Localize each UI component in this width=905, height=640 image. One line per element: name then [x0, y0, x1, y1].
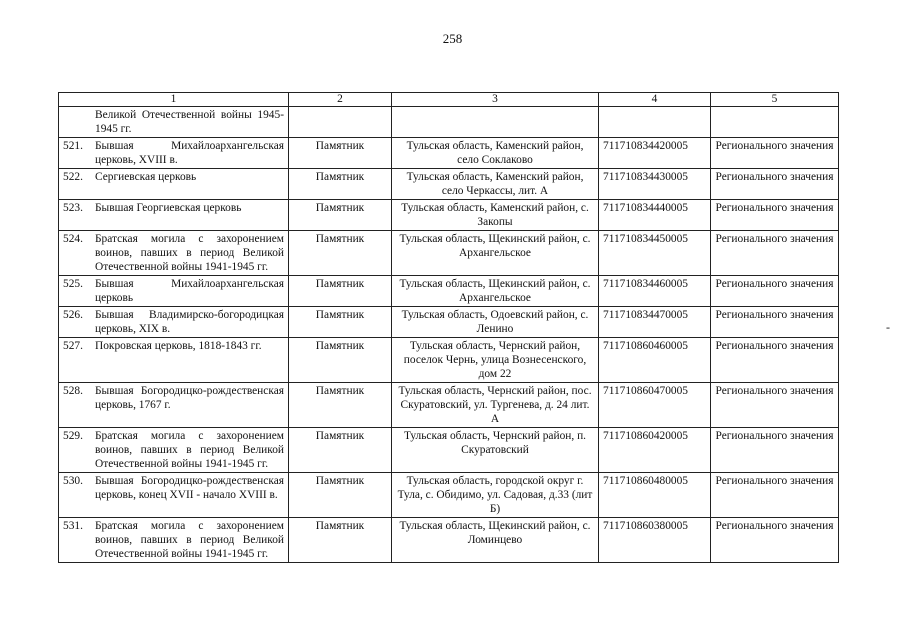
- object-address: Тульская область, Чернский район, поселок Чернь, улица Вознесенского, дом 22: [392, 338, 599, 383]
- object-address: Тульская область, Каменский район, село Соклаково: [392, 138, 599, 169]
- object-address: Тульская область, Каменский район, село Черкассы, лит. А: [392, 169, 599, 200]
- registry-code: 711710860470005: [599, 383, 711, 428]
- row-number: 524.: [63, 233, 83, 245]
- object-name: Бывшая Богородицко-рождественская церковь, 1767 г.: [95, 385, 284, 411]
- table-row: [59, 473, 839, 518]
- object-name-cell: [59, 338, 289, 383]
- object-name: Братская могила с захоронением воинов, павших в период Великой Отечественной войны 1941-1945 гг.: [95, 520, 284, 560]
- object-type: Памятник: [289, 231, 392, 276]
- object-name-cell: [59, 307, 289, 338]
- continuation-name: Великой Отечественной войны 1945-1945 гг.: [95, 109, 284, 135]
- object-address: Тульская область, Щекинский район, с. Архангельское: [392, 231, 599, 276]
- registry-code: 711710834450005: [599, 231, 711, 276]
- registry-code: 711710860420005: [599, 428, 711, 473]
- object-type: Памятник: [289, 428, 392, 473]
- row-number: 521.: [63, 140, 83, 152]
- object-type: Памятник: [289, 473, 392, 518]
- row-number: 529.: [63, 430, 83, 442]
- object-type: Памятник: [289, 383, 392, 428]
- object-type: Памятник: [289, 338, 392, 383]
- significance-category: Регионального значения: [711, 518, 839, 563]
- row-number: 523.: [63, 202, 83, 214]
- row-number: 527.: [63, 340, 83, 352]
- significance-category: Регионального значения: [711, 231, 839, 276]
- object-address: Тульская область, Чернский район, п. Скуратовский: [392, 428, 599, 473]
- object-name: Сергиевская церковь: [95, 171, 197, 183]
- row-number: 528.: [63, 385, 83, 397]
- column-header-1: 1: [59, 93, 289, 107]
- object-name: Бывшая Михайлоархангельская церковь: [95, 278, 284, 304]
- column-header-2: 2: [289, 93, 392, 107]
- object-address: Тульская область, городской округ г. Тула, с. Обидимо, ул. Садовая, д.33 (лит Б): [392, 473, 599, 518]
- column-header-4: 4: [599, 93, 711, 107]
- object-name-cell: [59, 518, 289, 563]
- significance-category: Регионального значения: [711, 276, 839, 307]
- object-name-cell: [59, 231, 289, 276]
- table-row: [59, 307, 839, 338]
- table-row: [59, 428, 839, 473]
- column-header-3: 3: [392, 93, 599, 107]
- registry-code: 711710834460005: [599, 276, 711, 307]
- table-row: [59, 383, 839, 428]
- object-name-cell: [59, 138, 289, 169]
- object-name-cell: [59, 383, 289, 428]
- table-row: [59, 231, 839, 276]
- page-number: 258: [442, 31, 463, 46]
- object-type: Памятник: [289, 169, 392, 200]
- registry-code: 711710834440005: [599, 200, 711, 231]
- row-number: 530.: [63, 475, 83, 487]
- significance-category: Регионального значения: [711, 138, 839, 169]
- row-number: 525.: [63, 278, 83, 290]
- registry-code: 711710834420005: [599, 138, 711, 169]
- table-row: [59, 276, 839, 307]
- object-name-cell: [59, 169, 289, 200]
- continuation-row: [59, 107, 839, 138]
- object-address: Тульская область, Одоевский район, с. Ленино: [392, 307, 599, 338]
- object-name-cell: [59, 473, 289, 518]
- row-number: 531.: [63, 520, 83, 532]
- margin-mark: -: [886, 320, 890, 334]
- object-name: Бывшая Георгиевская церковь: [95, 202, 242, 214]
- significance-category: Регионального значения: [711, 338, 839, 383]
- column-number-row: [59, 93, 839, 107]
- object-type: Памятник: [289, 518, 392, 563]
- object-name: Братская могила с захоронением воинов, павших в период Великой Отечественной войны 1941-1945 гг.: [95, 233, 284, 273]
- object-type: Памятник: [289, 138, 392, 169]
- object-address: Тульская область, Щекинский район, с. Архангельское: [392, 276, 599, 307]
- significance-category: Регионального значения: [711, 307, 839, 338]
- registry-code: 711710834430005: [599, 169, 711, 200]
- row-number: 526.: [63, 309, 83, 321]
- significance-category: Регионального значения: [711, 383, 839, 428]
- object-address: Тульская область, Щекинский район, с. Ломинцево: [392, 518, 599, 563]
- object-address: Тульская область, Чернский район, пос. Скуратовский, ул. Тургенева, д. 24 лит. А: [392, 383, 599, 428]
- object-name: Бывшая Михайлоархангельская церковь, XVIII в.: [95, 140, 284, 166]
- row-number: 522.: [63, 171, 83, 183]
- significance-category: Регионального значения: [711, 428, 839, 473]
- significance-category: Регионального значения: [711, 473, 839, 518]
- object-type: Памятник: [289, 200, 392, 231]
- object-address: Тульская область, Каменский район, с. Закопы: [392, 200, 599, 231]
- object-name: Бывшая Богородицко-рождественская церковь, конец XVII - начало XVIII в.: [95, 475, 284, 501]
- column-header-5: 5: [711, 93, 839, 107]
- object-name-cell: [59, 200, 289, 231]
- object-type: Памятник: [289, 307, 392, 338]
- registry-code: 711710860480005: [599, 473, 711, 518]
- table-row: [59, 338, 839, 383]
- significance-category: Регионального значения: [711, 200, 839, 231]
- object-name: Бывшая Владимирско-богородицкая церковь, XIX в.: [95, 309, 284, 335]
- object-type: Памятник: [289, 276, 392, 307]
- registry-code: 711710860380005: [599, 518, 711, 563]
- object-name: Братская могила с захоронением воинов, павших в период Великой Отечественной войны 1941-1945 гг.: [95, 430, 284, 470]
- significance-category: Регионального значения: [711, 169, 839, 200]
- object-name-cell: [59, 276, 289, 307]
- heritage-registry-table: [58, 92, 839, 563]
- registry-code: 711710860460005: [599, 338, 711, 383]
- table-row: [59, 138, 839, 169]
- object-name: Покровская церковь, 1818-1843 гг.: [95, 340, 262, 352]
- table-row: [59, 169, 839, 200]
- table-row: [59, 518, 839, 563]
- registry-code: 711710834470005: [599, 307, 711, 338]
- table-row: [59, 200, 839, 231]
- object-name-cell: [59, 428, 289, 473]
